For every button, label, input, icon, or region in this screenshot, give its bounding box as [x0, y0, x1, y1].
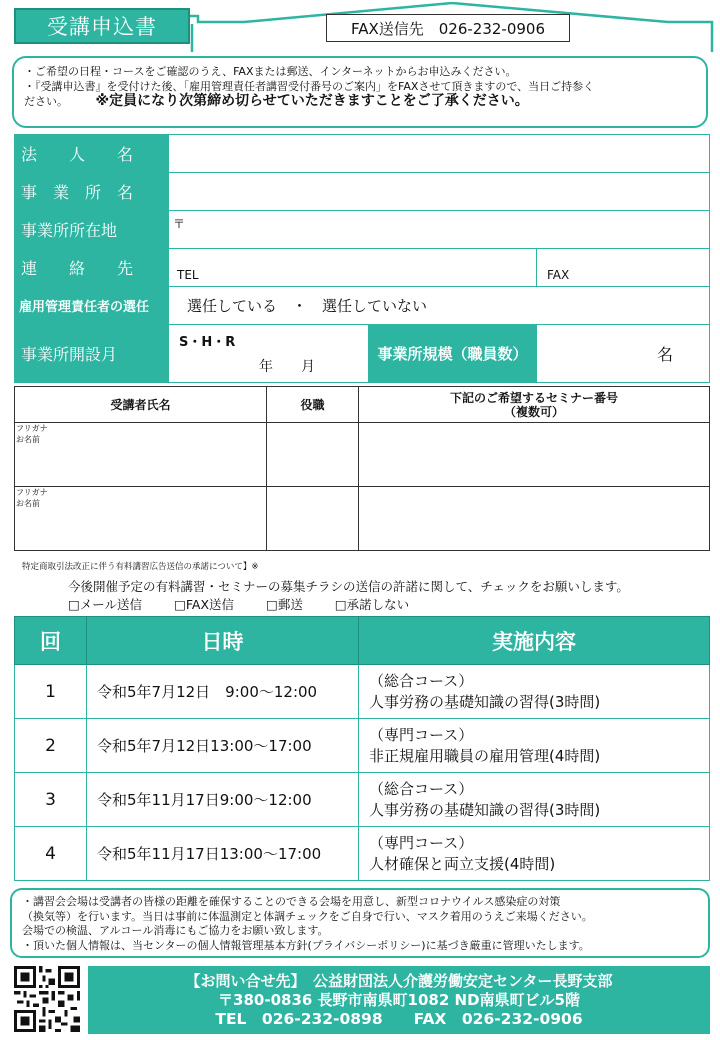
session-content: （専門コース） 非正規雇用職員の雇用管理(4時間) [359, 719, 710, 773]
tel-field[interactable]: TEL [169, 249, 537, 287]
fax-destination: FAX送信先 026-232-0906 [326, 14, 570, 42]
note-line: 会場での検温、アルコール消毒にもご協力をお願い致します。 [22, 924, 329, 937]
seminar-number-header: 下記のご希望するセミナー番号 （複数可） [359, 387, 710, 423]
office-name-field[interactable] [169, 173, 710, 211]
office-name-label: 事 業 所 名 [15, 173, 169, 211]
content-header: 実施内容 [359, 617, 710, 665]
qr-code-icon[interactable] [14, 966, 80, 1032]
session-header: 回 [15, 617, 87, 665]
checkbox-fax[interactable]: □FAX送信 [174, 597, 235, 612]
note-line: ・講習会会場は受講者の皆様の距離を確保することのできる会場を用意し、新型コロナウイルス感染症の対策 [22, 895, 561, 908]
session-datetime: 令和5年11月17日13:00～17:00 [87, 827, 359, 881]
office-address-field[interactable]: 〒 [169, 211, 710, 249]
participant-name-field[interactable]: フリガナ お名前 [15, 487, 267, 551]
checkbox-mail[interactable]: □郵送 [266, 597, 303, 612]
contact-label: 連 絡 先 [15, 249, 169, 287]
session-number: 2 [15, 719, 87, 773]
notice-line: ださい。 ※定員になり次第締め切らせていただきますことをご了承ください。 [24, 93, 529, 109]
page-title: 受講申込書 [14, 8, 190, 44]
contact-info [88, 966, 710, 1034]
note-line: ・頂いた個人情報は、当センターの個人情報管理基本方針(プライバシーポリシー)に基づき厳重に管理いたします。 [22, 938, 590, 952]
established-label: 事業所開設月 [15, 325, 169, 383]
notice-line: ・ご希望の日程・コースをご確認のうえ、FAXまたは郵送、インターネットからお申込みください。 [24, 65, 517, 78]
session-datetime: 令和5年11月17日9:00～12:00 [87, 773, 359, 827]
corporate-name-label: 法 人 名 [15, 135, 169, 173]
notice-line: ・『受講申込書』を受付けた後、「雇用管理責任者講習受付番号のご案内」をFAXさせて頂きますので、当日ご持参く [24, 79, 595, 93]
session-content: （総合コース） 人事労務の基礎知識の習得(3時間) [359, 773, 710, 827]
table-row [15, 719, 710, 773]
notice-box [12, 56, 708, 128]
session-datetime: 令和5年7月12日13:00～17:00 [87, 719, 359, 773]
manager-options[interactable]: 選任している ・ 選任していない [169, 287, 710, 325]
note-line: （換気等）を行います。当日は事前に体温測定と体調チェックをご自身で行い、マスク着用のうえご来場ください。 [22, 909, 593, 923]
session-number: 1 [15, 665, 87, 719]
participant-name-field[interactable]: フリガナ お名前 [15, 423, 267, 487]
checkbox-email[interactable]: □メール送信 [68, 597, 143, 612]
table-row [15, 487, 710, 551]
table-row [15, 423, 710, 487]
table-row [15, 665, 710, 719]
venue-notes [10, 888, 710, 958]
office-address-label: 事業所所在地 [15, 211, 169, 249]
size-field[interactable]: 名 [537, 325, 710, 383]
checkbox-decline[interactable]: □承諾しない [334, 597, 410, 612]
established-field[interactable]: S・H・R 年 月 [169, 325, 369, 383]
session-content: （総合コース） 人事労務の基礎知識の習得(3時間) [359, 665, 710, 719]
table-row [15, 773, 710, 827]
deadline-warning: ※定員になり次第締め切らせていただきますことをご了承ください。 [95, 93, 529, 109]
position-field[interactable] [267, 487, 359, 551]
session-number: 3 [15, 773, 87, 827]
table-row [15, 827, 710, 881]
contact-org: 【お問い合せ先】 公益財団法人介護労働安定センター長野支部 [185, 972, 613, 990]
consent-note: 特定商取引法改正に伴う有料講習広告送信の承諾について】※ [22, 562, 259, 572]
manager-label: 雇用管理責任者の選任 [15, 287, 169, 325]
size-label: 事業所規模（職員数） [369, 325, 537, 383]
seminar-number-field[interactable] [359, 423, 710, 487]
position-field[interactable] [267, 423, 359, 487]
participants-table [14, 386, 710, 551]
fax-field[interactable]: FAX [537, 249, 710, 287]
session-number: 4 [15, 827, 87, 881]
schedule-table [14, 616, 710, 881]
datetime-header: 日時 [87, 617, 359, 665]
session-datetime: 令和5年7月12日 9:00～12:00 [87, 665, 359, 719]
consent-options [68, 595, 409, 613]
corporate-name-field[interactable] [169, 135, 710, 173]
company-form [14, 134, 710, 383]
consent-text: 今後開催予定の有料講習・セミナーの募集チラシの送信の許諾に関して、チェックをお願いします。 [68, 579, 629, 594]
participant-name-header: 受講者氏名 [15, 387, 267, 423]
position-header: 役職 [267, 387, 359, 423]
session-content: （専門コース） 人材確保と両立支援(4時間) [359, 827, 710, 881]
seminar-number-field[interactable] [359, 487, 710, 551]
contact-phone-fax: TEL 026-232-0898 FAX 026-232-0906 [215, 1010, 583, 1028]
contact-address: 〒380-0836 長野市南県町1082 ND南県町ビル5階 [218, 991, 580, 1009]
